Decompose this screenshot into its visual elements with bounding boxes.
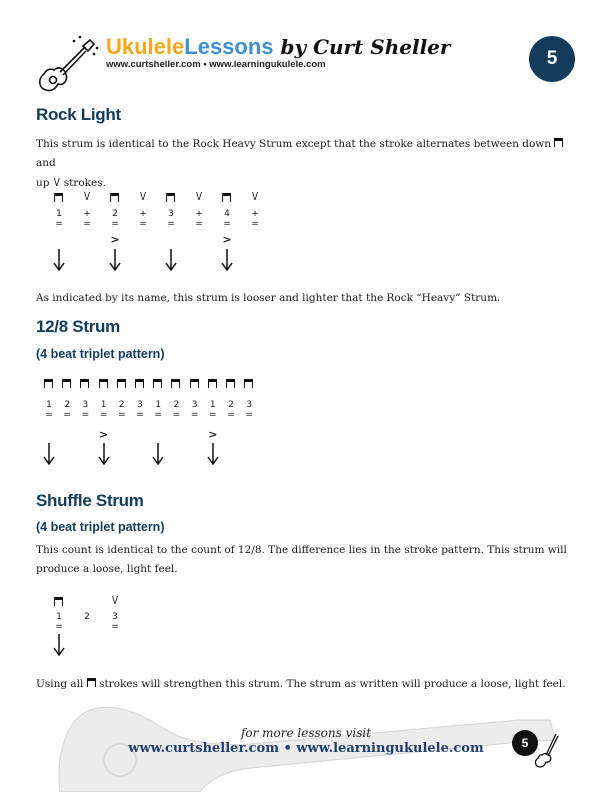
footer-visit-text: for more lessons visit bbox=[240, 726, 372, 740]
beat-count: 3 = bbox=[136, 400, 144, 420]
beat-count: 2 = bbox=[118, 400, 126, 420]
shuffle-note: Using all strokes will strengthen this strum. The strum as written will produce a loose, light feel. bbox=[36, 678, 566, 690]
footer-ukulele-icon bbox=[532, 728, 560, 768]
accent-mark: > bbox=[110, 233, 120, 246]
beat-count: 2 = bbox=[111, 209, 119, 229]
up-stroke-icon: V bbox=[195, 190, 203, 203]
brand-websites: www.curtsheller.com • www.learningukulele.com bbox=[106, 59, 326, 70]
beat-count: 1 = bbox=[154, 400, 162, 420]
beat-count: 1 = bbox=[55, 612, 63, 632]
beat-count: 1 = bbox=[45, 400, 53, 420]
beat-count: 2 bbox=[84, 612, 90, 622]
beat-count: 1 = bbox=[209, 400, 217, 420]
section-subtitle-12-8: (4 beat triplet pattern) bbox=[36, 347, 165, 361]
beat-count: 4 = bbox=[223, 209, 231, 229]
page-number-badge: 5 bbox=[529, 36, 575, 82]
footer-websites: www.curtsheller.com • www.learningukulele.com bbox=[128, 741, 484, 756]
brand-title: UkuleleLessons by Curt Sheller bbox=[106, 34, 451, 59]
beat-count: + = bbox=[139, 209, 147, 229]
beat-count: 2 = bbox=[172, 400, 181, 420]
beat-count: + = bbox=[251, 209, 259, 229]
down-stroke-icon bbox=[54, 597, 63, 606]
shuffle-intro: This count is identical to the count of 12/8. The difference lies in the stroke pattern. This strum will produce a loose, light feel. bbox=[36, 544, 567, 575]
beat-count: 2 = bbox=[63, 400, 71, 420]
beat-count: 3 = bbox=[190, 400, 199, 420]
up-stroke-icon: V bbox=[53, 176, 60, 189]
beat-count: 3 = bbox=[81, 400, 90, 420]
beat-count: 1 = bbox=[99, 400, 108, 420]
beat-count: + = bbox=[83, 209, 91, 229]
up-stroke-icon: V bbox=[139, 190, 147, 203]
section-title-shuffle: Shuffle Strum bbox=[36, 491, 144, 510]
beat-count: 2 = bbox=[227, 400, 235, 420]
rock-light-note: As indicated by its name, this strum is looser and lighter that the Rock “Heavy” Strum. bbox=[36, 292, 501, 304]
rock-light-intro: This strum is identical to the Rock Heavy Strum except that the stroke alternates between down and up V strokes. bbox=[36, 135, 576, 193]
accent-mark: > bbox=[208, 428, 218, 441]
footer-page-badge: 5 bbox=[512, 730, 538, 756]
beat-count: 1 = bbox=[55, 209, 63, 229]
section-title-rock-light: Rock Light bbox=[36, 105, 121, 124]
section-title-12-8: 12/8 Strum bbox=[36, 317, 120, 336]
beat-count: 3 = bbox=[111, 612, 119, 632]
up-stroke-icon: V bbox=[111, 594, 119, 607]
accent-mark: > bbox=[222, 233, 232, 246]
beat-count: 3 = bbox=[167, 209, 175, 229]
section-subtitle-shuffle: (4 beat triplet pattern) bbox=[36, 520, 165, 534]
up-stroke-icon: V bbox=[251, 190, 259, 203]
beat-count: + = bbox=[195, 209, 203, 229]
beat-count: 3 = bbox=[245, 400, 253, 420]
accent-mark: > bbox=[98, 428, 109, 441]
up-stroke-icon: V bbox=[83, 190, 91, 203]
strum-arrow-icon bbox=[53, 634, 65, 656]
